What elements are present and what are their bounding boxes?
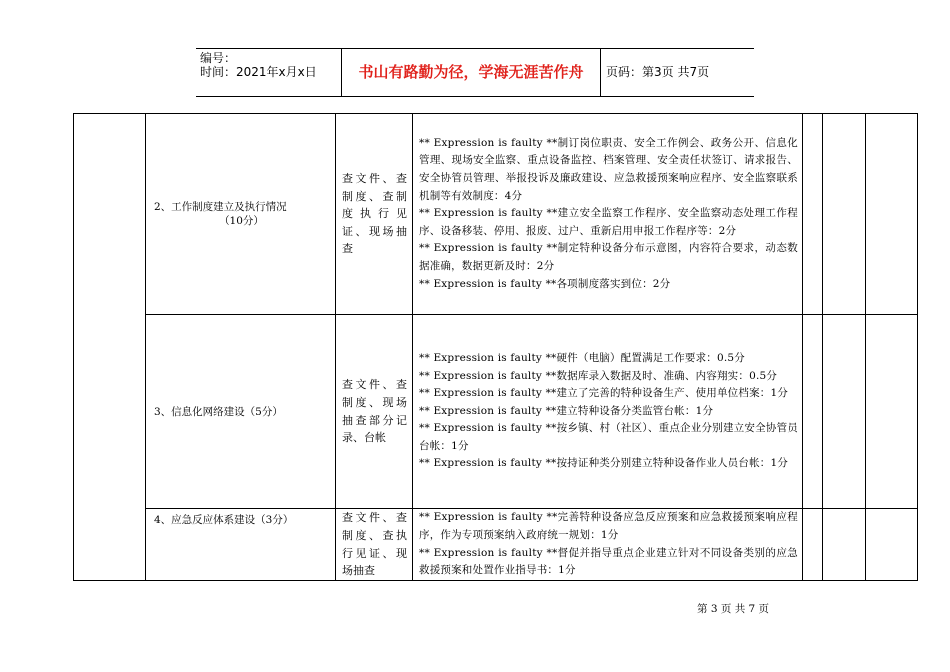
score-cell	[866, 509, 918, 581]
header-bottom-rule	[196, 96, 754, 97]
item-cell	[146, 509, 336, 581]
item-title: 4、应急反应体系建设（3分）	[154, 514, 294, 526]
header-divider-right	[600, 48, 601, 96]
criterion: ** Expression is faulty **督促并指导重点企业建立针对不同设备类别的应急救援预案和处置作业指导书：1分	[419, 546, 798, 577]
criteria-cell	[413, 509, 803, 581]
page-label: 页码：第3页 共7页	[606, 65, 710, 79]
method-cell: 查文件、查制度、查制度 执 行 见证、现场抽查	[336, 114, 413, 315]
item-title: 2、工作制度建立及执行情况	[154, 201, 287, 213]
criterion: ** Expression is faulty **按乡镇、村（社区）、重点企业分别建立安全协管员台帐：1分	[419, 422, 798, 452]
page-footer: 第 3 页 共 7 页	[697, 603, 770, 615]
score-cell	[803, 315, 823, 509]
item-title: 3、信息化网络建设（5分）	[154, 405, 283, 418]
score-cell	[866, 315, 918, 509]
score-cell	[803, 114, 823, 315]
header-divider-left	[341, 48, 342, 96]
method-cell: 查文件、查制度、查执行见证、现场抽查	[336, 509, 413, 581]
criteria-cell	[413, 114, 803, 315]
score-cell	[803, 509, 823, 581]
criterion: ** Expression is faulty **建立特种设备分类监管台帐：1分	[419, 404, 714, 417]
score-cell	[866, 114, 918, 315]
table-row	[74, 315, 918, 509]
criterion: ** Expression is faulty **建立安全监察工作程序、安全监察动态处理工作程序、设备移装、停用、报废、过户、重新启用申报工作程序等：2分	[419, 207, 798, 237]
criteria-cell	[413, 315, 803, 509]
criterion: ** Expression is faulty **制定特种设备分布示意图，内容符合要求，动态数据准确，数据更新及时：2分	[419, 242, 798, 272]
assessment-table	[73, 113, 918, 581]
score-cell	[823, 509, 866, 581]
serial-label: 编号：	[200, 51, 237, 65]
item-cell	[146, 315, 336, 509]
header-top-rule	[196, 48, 754, 49]
criterion: ** Expression is faulty **制订岗位职责、安全工作例会、政务公开、信息化管理、现场安全监察、重点设备监控、档案管理、安全责任状签订、请求报告、安全协管员管理、举报投诉及廉政建设、应急救援预案响应程序、安全监察联系机制等有效制度：4分	[419, 136, 798, 202]
criterion: ** Expression is faulty **建立了完善的特种设备生产、使用单位档案：1分	[419, 387, 789, 400]
criterion: ** Expression is faulty **数据库录入数据及时、准确、内容翔实：0.5分	[419, 369, 778, 382]
method-cell: 查文件、查制度、现场抽查部分记录、台帐	[336, 315, 413, 509]
score-cell	[823, 114, 866, 315]
category-cell	[74, 114, 146, 581]
item-points: （10分）	[219, 215, 264, 227]
item-cell	[146, 114, 336, 315]
criterion: ** Expression is faulty **各项制度落实到位：2分	[419, 277, 671, 290]
table-row	[74, 114, 918, 315]
table-row	[74, 509, 918, 581]
criterion: ** Expression is faulty **硬件（电脑）配置满足工作要求：0.5分	[419, 351, 745, 364]
score-cell	[823, 315, 866, 509]
time-label: 时间：2021年x月x日	[200, 65, 317, 79]
criterion: ** Expression is faulty **按持证种类分别建立特种设备作业人员台帐：1分	[419, 457, 789, 470]
criterion: ** Expression is faulty **完善特种设备应急反应预案和应急救援预案响应程序，作为专项预案纳入政府统一规划：1分	[419, 511, 798, 541]
motto-text: 书山有路勤为径，学海无涯苦作舟	[358, 63, 584, 81]
